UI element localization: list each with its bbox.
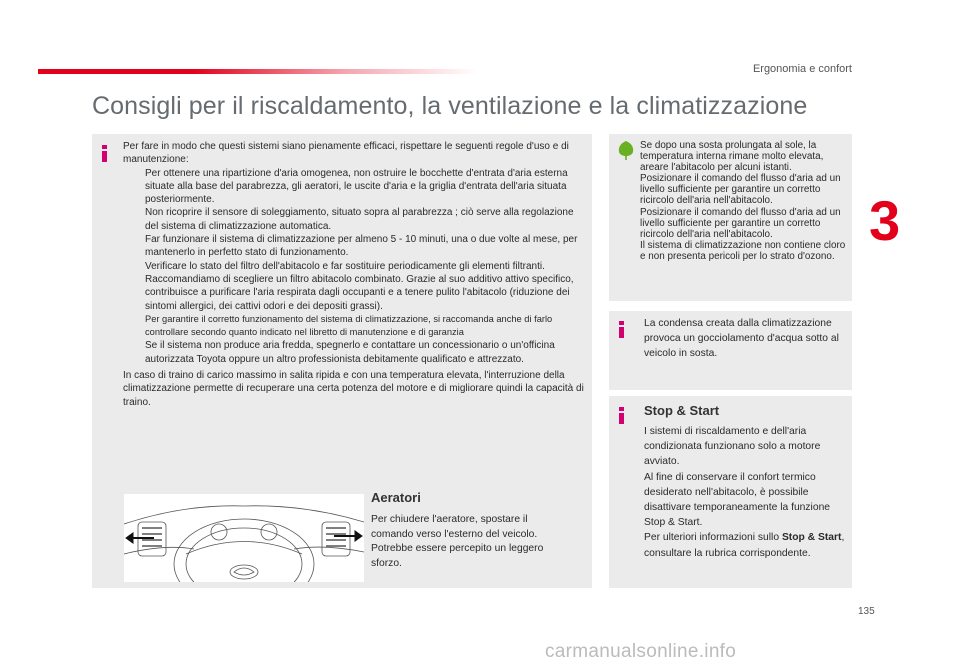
stop-start-paragraph: I sistemi di riscaldamento e dell'aria condizionata funzionano solo a motore avviato. [644, 426, 821, 468]
info-icon [619, 407, 624, 424]
stop-start-heading: Stop & Start [644, 403, 720, 418]
list-item: Non ricoprire il sensore di soleggiamento, situato sopra al parabrezza ; ciò serve alla regolazione del sistema di climatizzazione automatica. [145, 207, 574, 232]
page-number: 135 [858, 606, 875, 617]
eco-box [609, 134, 852, 301]
info-icon [102, 145, 107, 162]
list-item: Per ottenere una ripartizione d'aria omogenea, non ostruire le bocchette d'entrata d'aria esterna situate alla base del parabrezza, gli aeratori, le uscite d'aria e la griglia d'entrata dell'aria situata posteriormente. [145, 167, 568, 206]
aeratori-text: Per chiudere l'aeratore, spostare il comando verso l'esterno del veicolo. Potrebbe essere percepito un leggero sforzo. [371, 514, 544, 569]
list-item: Se il sistema non produce aria fredda, spegnerlo e contattare un concessionario o un'officina autorizzata Toyota oppure un altro professionista debitamente qualificato e attrezzato. [145, 340, 555, 365]
main-info-box [92, 134, 592, 588]
page-title: Consigli per il riscaldamento, la ventilazione e la climatizzazione [92, 92, 808, 120]
vents-drawing [124, 494, 364, 582]
towing-text: In caso di traino di carico massimo in salita ripida e con una temperatura elevata, l'interruzione della climatizzazione permette di recuperare una certa potenza del motore e di migliorare quindi la capacità di traino. [123, 370, 584, 408]
list-item: Per garantire il corretto funzionamento del sistema di climatizzazione, si raccomanda anche di farlo controllare secondo quanto indicato nel libretto di manutenzione e di garanzia [145, 313, 553, 338]
aeratori-heading: Aeratori [371, 490, 421, 505]
stop-start-paragraph: Al fine di conservare il confort termico desiderato nell'abitacolo, è possibile disattivare temporaneamente la funzione Stop & Start. [644, 471, 831, 529]
dashboard-vents-illustration [124, 494, 364, 582]
info-icon [619, 321, 624, 338]
list-item: Far funzionare il sistema di climatizzazione per almeno 5 - 10 minuti, una o due volte al mese, per mantenerlo in perfetto stato di funzionamento. [145, 234, 578, 259]
intro-text: Per fare in modo che questi sistemi siano pienamente efficaci, rispettare le seguenti regole d'uso e di manutenzione: [123, 141, 569, 166]
section-title: Ergonomia e confort [752, 63, 852, 75]
filter-note: Raccomandiamo di scegliere un filtro abitacolo combinato. Grazie al suo additivo attivo specifico, contribuisce a purificare l'aria respirata dagli occupanti e a tenere pulito l'abitacolo (riduzione dei sintomi allergici, dei cattivi odori e dei depositi grassi). [145, 273, 574, 312]
stop-start-reference: Stop & Start [781, 532, 842, 544]
maintenance-list [123, 167, 585, 366]
eco-text: Se dopo una sosta prolungata al sole, la temperatura interna rimane molto elevata, areare l'abitacolo per alcuni istanti. Posizionare il comando del flusso d'aria ad un livello sufficiente per garantire un corretto ricircolo dell'aria nell'abitacolo. Posizionare il comando del flusso d'aria ad un livello sufficiente per garantire un corretto ricircolo dell'aria nell'abitacolo. Il sistema di climatizzazione non contiene cloro e non presenta pericoli per lo strato d'ozono. [640, 140, 846, 262]
list-item: Verificare lo stato del filtro dell'abitacolo e far sostituire periodicamente gli elementi filtranti. Raccomandiamo di scegliere un filtro abitacolo combinato. Grazie al suo additivo attivo specifico, contribuisce a purificare l'aria respirata dagli occupanti e a tenere pulito l'abitacolo (riduzione dei sintomi allergici, dei cattivi odori e dei depositi grassi). [123, 260, 585, 313]
condensation-text: La condensa creata dalla climatizzazione provoca un gocciolamento d'acqua sotto al veicolo in sosta. [644, 318, 839, 360]
watermark: carmanualsonline.info [545, 641, 737, 662]
leaf-icon [617, 140, 635, 160]
stop-start-paragraph: Per ulteriori informazioni sullo Stop & Start, consultare la rubrica corrispondente. [644, 532, 845, 559]
stop-start-box [609, 396, 852, 588]
header-accent-bar [38, 69, 478, 74]
chapter-number: 3 [869, 189, 901, 252]
condensation-box [609, 311, 852, 390]
